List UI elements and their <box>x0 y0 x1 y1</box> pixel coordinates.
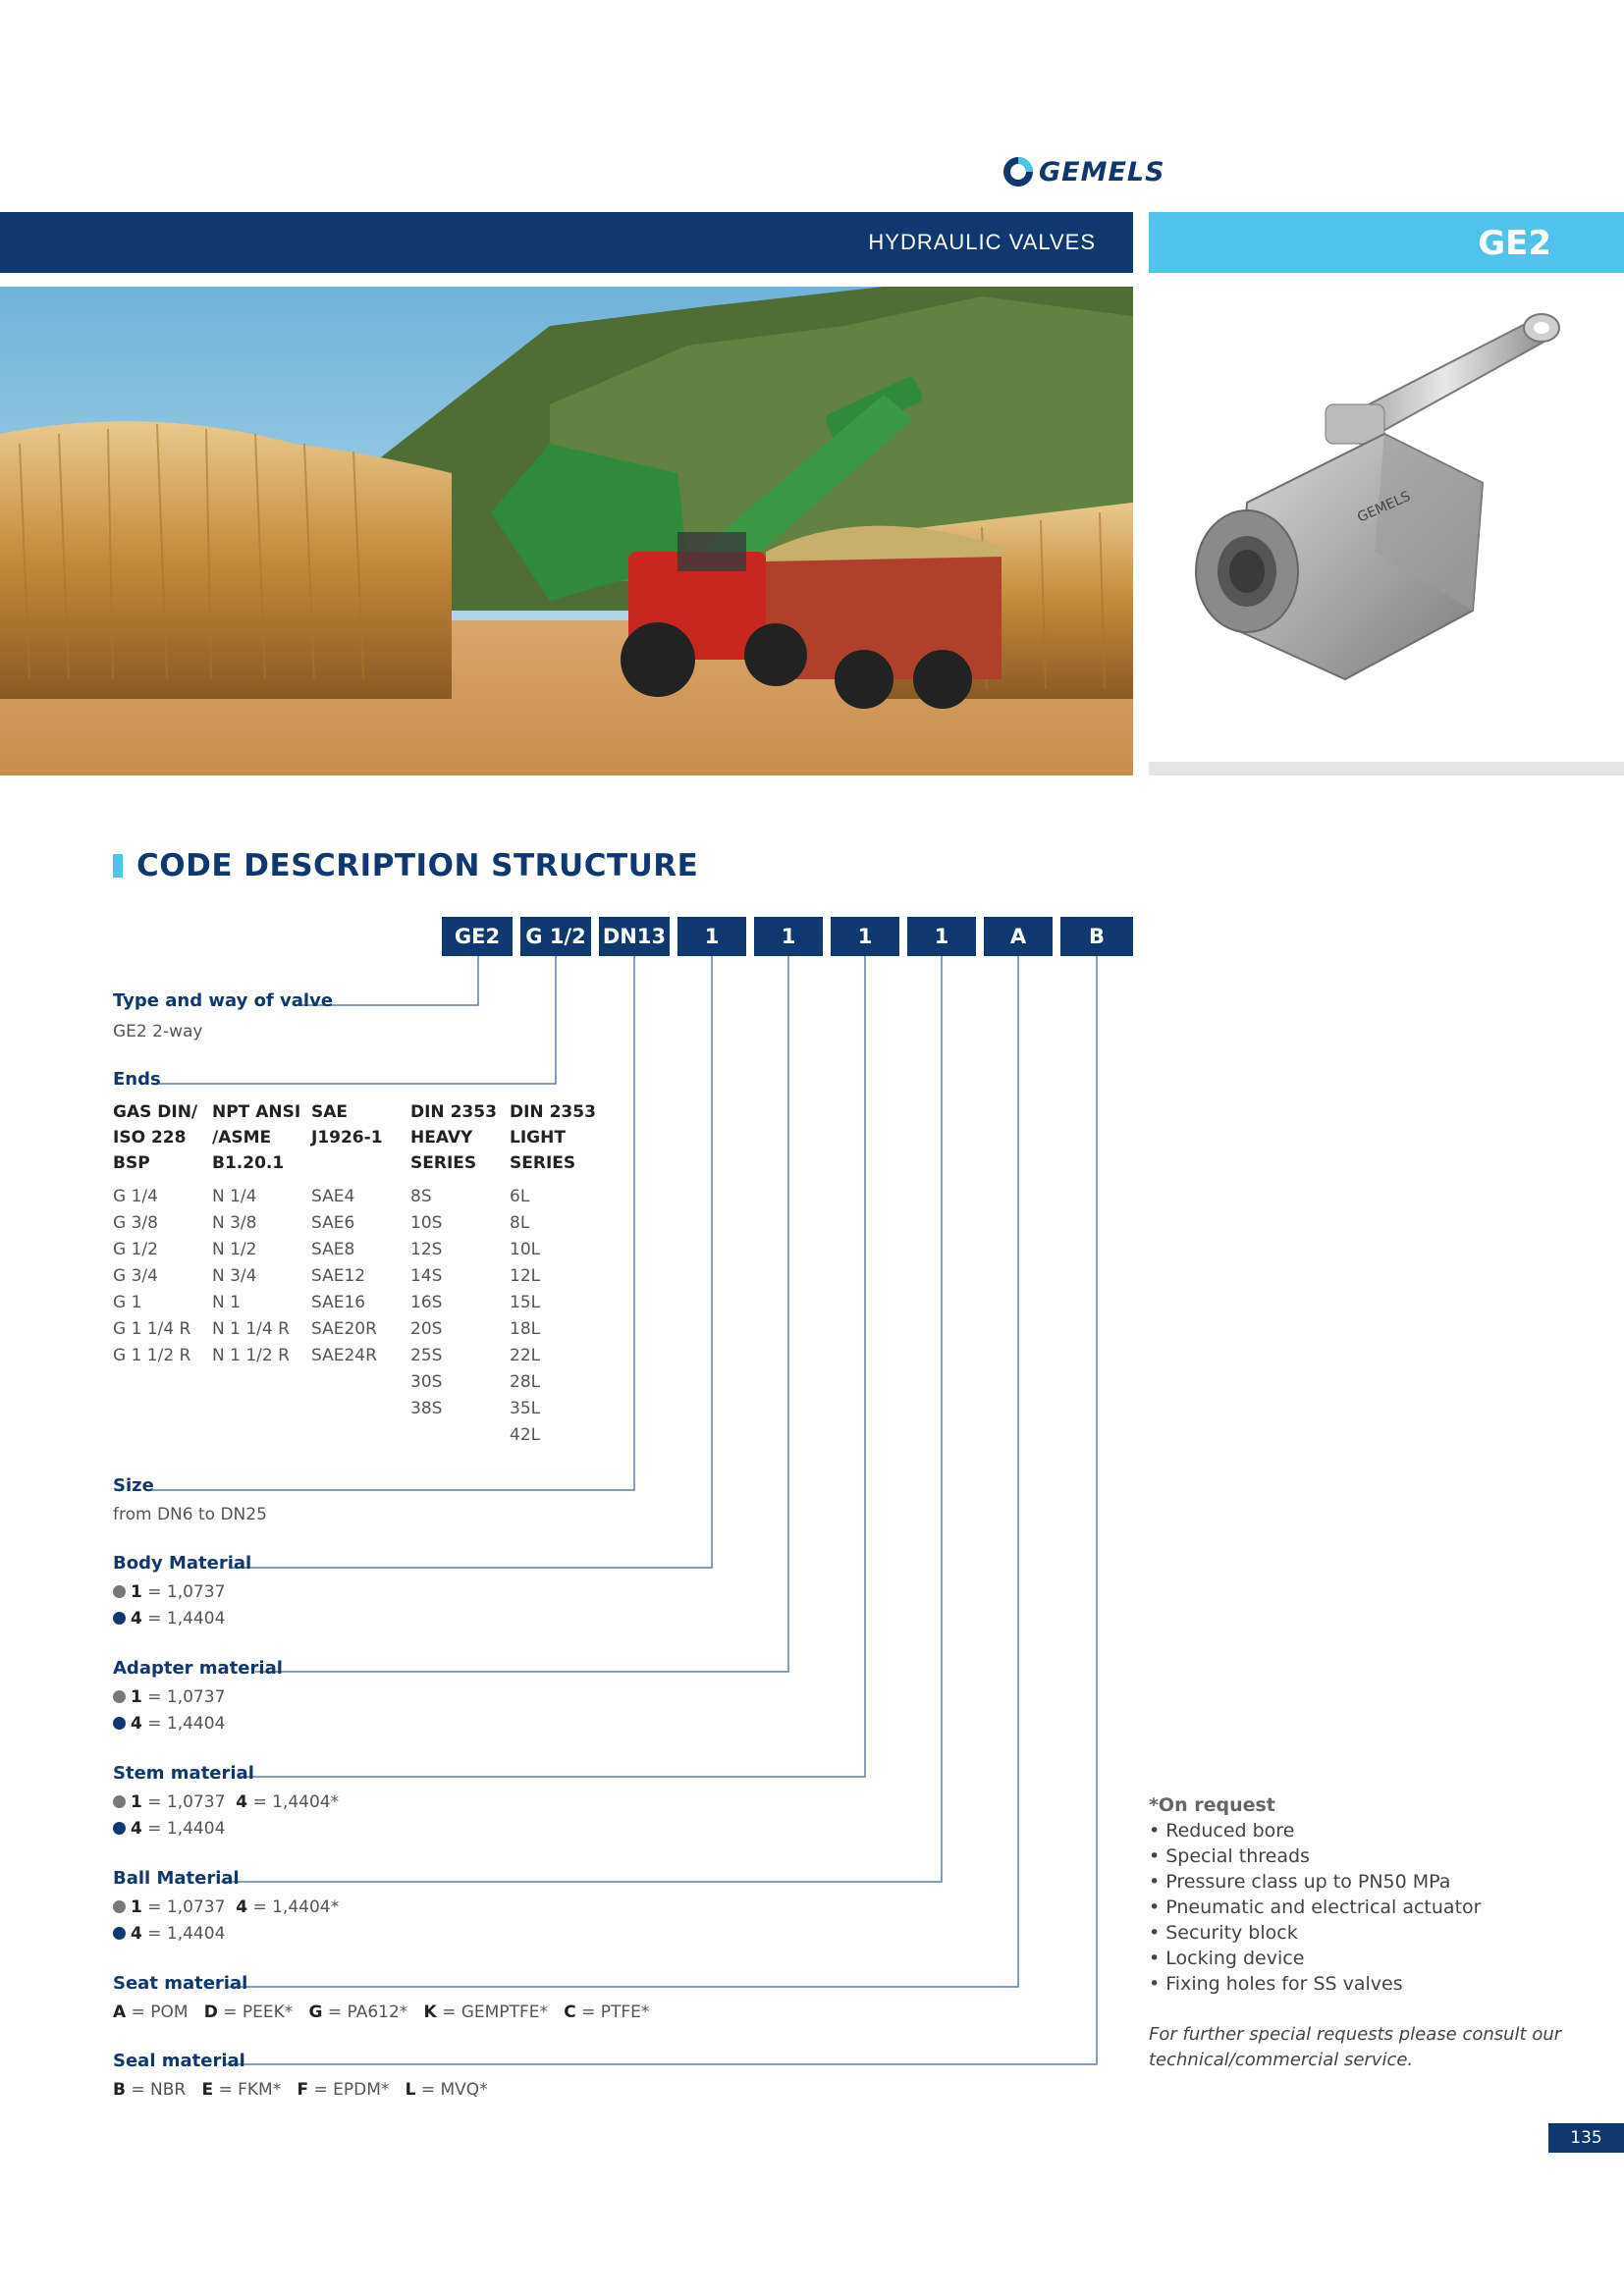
ball-material-option-4: 4 = 1,4404 <box>113 1924 225 1944</box>
ends-label: Ends <box>113 1069 161 1090</box>
grey-dot-icon <box>113 1690 126 1703</box>
code-box-type: GE2 <box>442 917 513 956</box>
blue-dot-icon <box>113 1717 126 1730</box>
on-request-item: • Locking device <box>1149 1948 1305 1969</box>
code-box-seal: B <box>1060 917 1133 956</box>
body-material-option-1: 1 = 1,0737 <box>113 1582 225 1602</box>
type-value: GE2 2-way <box>113 1022 203 1041</box>
on-request-item: • Pressure class up to PN50 MPa <box>1149 1871 1451 1893</box>
body-material-label: Body Material <box>113 1553 252 1574</box>
code-box-size: DN13 <box>599 917 670 956</box>
page-number: 135 <box>1548 2123 1624 2153</box>
code-box-ends: G 1/2 <box>520 917 591 956</box>
on-request-item: • Security block <box>1149 1922 1298 1944</box>
ends-col1-header: GAS DIN/ ISO 228 BSP <box>113 1102 198 1173</box>
ball-material-option-1: 1 = 1,0737 4 = 1,4404* <box>113 1897 339 1917</box>
blue-dot-icon <box>113 1927 126 1940</box>
on-request-item: • Fixing holes for SS valves <box>1149 1973 1403 1995</box>
type-label: Type and way of valve <box>113 990 334 1011</box>
ends-col1-list: G 1/4 G 3/8 G 1/2 G 3/4 G 1 G 1 1/4 R G 1 1/2 R <box>113 1187 191 1365</box>
on-request-item: • Reduced bore <box>1149 1820 1295 1842</box>
blue-dot-icon <box>113 1612 126 1625</box>
seal-material-label: Seal material <box>113 2051 245 2071</box>
ends-col5-header: DIN 2353 LIGHT SERIES <box>510 1102 596 1173</box>
brand-name: GEMELS <box>1039 156 1165 187</box>
ends-col4-list: 8S 10S 12S 14S 16S 20S 25S 30S 38S <box>410 1187 443 1418</box>
ball-material-label: Ball Material <box>113 1868 240 1889</box>
seal-material-options: B = NBR E = FKM* F = EPDM* L = MVQ* <box>113 2080 488 2100</box>
special-requests-footnote: For further special requests please consult our technical/commercial service. <box>1149 2024 1562 2070</box>
ends-col3-list: SAE4 SAE6 SAE8 SAE12 SAE16 SAE20R SAE24R <box>311 1187 377 1365</box>
stem-material-option-1: 1 = 1,0737 4 = 1,4404* <box>113 1792 339 1812</box>
svg-text:GEMELS: GEMELS <box>1355 488 1413 526</box>
stem-material-option-4: 4 = 1,4404 <box>113 1819 225 1839</box>
size-label: Size <box>113 1475 154 1496</box>
body-material-option-4: 4 = 1,4404 <box>113 1609 225 1629</box>
code-box-seat: A <box>984 917 1053 956</box>
code-box-adapter: 1 <box>754 917 823 956</box>
adapter-material-option-1: 1 = 1,0737 <box>113 1687 225 1707</box>
ends-col2-header: NPT ANSI /ASME B1.20.1 <box>212 1102 301 1173</box>
ends-col4-header: DIN 2353 HEAVY SERIES <box>410 1102 497 1173</box>
code-box-body: 1 <box>677 917 746 956</box>
seat-material-label: Seat material <box>113 1973 248 1994</box>
code-box-stem: 1 <box>831 917 899 956</box>
ends-col2-list: N 1/4 N 3/8 N 1/2 N 3/4 N 1 N 1 1/4 R N 1 1/2 R <box>212 1187 290 1365</box>
on-request-title: *On request <box>1149 1794 1275 1816</box>
grey-dot-icon <box>113 1585 126 1598</box>
on-request-note <box>1149 1792 1481 1997</box>
seat-material-options: A = POM D = PEEK* G = PA612* K = GEMPTFE* C = PTFE* <box>113 2002 650 2022</box>
on-request-item: • Special threads <box>1149 1845 1310 1867</box>
code-box-ball: 1 <box>907 917 976 956</box>
adapter-material-label: Adapter material <box>113 1658 283 1679</box>
blue-dot-icon <box>113 1822 126 1835</box>
category-title: HYDRAULIC VALVES <box>868 230 1096 254</box>
ends-col3-header: SAE J1926-1 <box>311 1102 383 1148</box>
grey-dot-icon <box>113 1900 126 1913</box>
section-title: CODE DESCRIPTION STRUCTURE <box>136 848 699 883</box>
on-request-item: • Pneumatic and electrical actuator <box>1149 1896 1482 1918</box>
size-value: from DN6 to DN25 <box>113 1505 267 1524</box>
adapter-material-option-4: 4 = 1,4404 <box>113 1714 225 1734</box>
stem-material-label: Stem material <box>113 1763 254 1784</box>
product-code: GE2 <box>1478 224 1551 263</box>
ends-col5-list: 6L 8L 10L 12L 15L 18L 22L 28L 35L 42L <box>510 1187 541 1445</box>
grey-dot-icon <box>113 1795 126 1808</box>
